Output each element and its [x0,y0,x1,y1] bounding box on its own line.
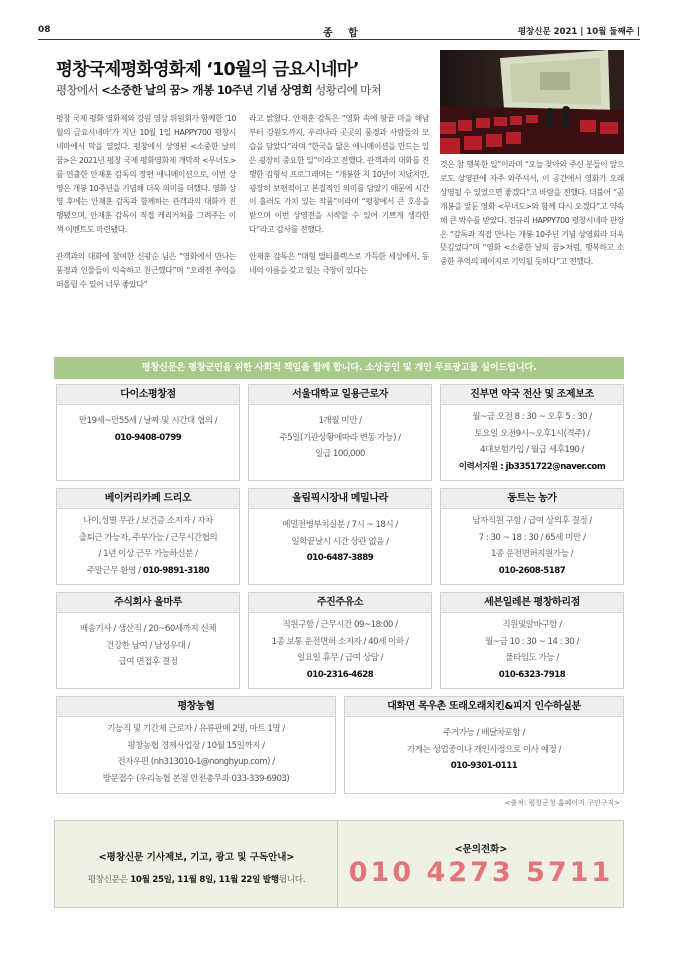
ad-title: 베이커리카페 드리오 [57,489,239,509]
ad-phone: 010-2608-5187 [498,565,566,576]
ad-title: 주진주유소 [249,593,431,613]
ad-card [344,696,624,794]
ad-phone: 010-6487-3889 [306,553,374,563]
subscription-title: <평창신문 기사제보, 기고, 광고 및 구독안내> [98,852,295,863]
ad-title: 대화면 목우촌 또래오래치킨&피지 인수하실분 [345,697,623,717]
ad-title: 진부면 약국 전산 및 조제보조 [441,385,623,405]
paragraph: 라고 밝혔다. 안재훈 감독은 “영화 속에 땅끝 마을 해남부터 강원도까지, 우리나라 곳곳의 풍경과 사람들의 모습을 담았다”라며 “한국을 닮은 애니메이션을 만드는 일은 굉장히 중요한 일”이라고 전했다. 관객과의 대화를 진행한 김형석 프로그래머는 “개봉한 지 10년이 지났지만, 굉장히 보편적이고 본질적인 의미를 담았기 때문에 시간이 흘러도 가치 있는 작품”이라며 “평창에서 큰 호응을 받으며 이번 상영전을 시작할 수 있어 기쁘게 생각한다”라고 감사를 전했다. [249,114,429,235]
ad-phone: 010-9891-3180 [142,565,210,576]
ad-phone: 010-9408-0799 [114,432,182,443]
section-title: 종 합 [323,28,364,39]
ad-body: 남자직원 구함 / 급여 상의후 결정 / 7 : 30 ~ 18 : 30 / 65세 미만 / 1종 운전면허지원가능 / 010-2608-5187 [441,509,623,579]
cinema-photo-icon [440,50,624,154]
ad-banner: 평창신문은 평창군민을 위한 사회적 책임을 함께 합니다. 소상공인 및 개인 무료광고를 실어드립니다. [54,357,624,379]
article-column-2 [249,112,429,291]
issue-label: 평창신문 2021 | 10월 둘째주 | [517,27,640,37]
cinema-photo [440,50,624,154]
ad-title: 평창농협 [57,697,335,717]
ad-card [248,592,432,689]
ad-body: 월~금 오전 8 : 30 ~ 오후 5 : 30 / 토요일 오전9시~오후1시(격주) / 4대보험가입 / 월급 세후190 / 이력서지원 : jb3351722@naver.com [441,405,623,475]
ad-body: 배송기사 / 생산직 / 20~60세까지 신체 건강한 남여 / 남성우대 / 급여 면접후 결정 [79,624,217,667]
subscription-info [55,821,338,907]
ad-card [56,384,240,481]
article-headline: 평창국제평화영화제 ‘10월의 금요시네마’ [56,60,359,80]
page-header [38,22,640,40]
paragraph: 관객과의 대화에 참여한 신광순 님은 “영화에서 만나는 풍경과 인물들이 익숙하고 친근했다”며 “오래전 추억을 떠올릴 수 있어 너무 좋았다” [56,252,236,289]
subscription-box [54,820,624,908]
ad-card [440,488,624,585]
contact-info [339,821,623,907]
ads-source-note: <출처: 평창군청 홈페이지 구인구직> [504,799,620,807]
ad-title: 동트는 농가 [441,489,623,509]
article-subhead: 평창에서 <소중한 날의 꿈> 개봉 10주년 기념 상영회 성황리에 마쳐 [56,83,382,97]
article-column-1 [56,112,236,305]
ad-body: 직원및알바구함 / 월~금 10 : 30 ~ 14 : 30 / 풀타임도 가능 / 010-6323-7918 [441,613,623,683]
ad-card [248,384,432,481]
ad-card [248,488,432,585]
article-column-3 [440,158,624,282]
ad-phone: 010-9301-0111 [450,761,518,771]
ad-card [56,488,240,585]
ad-contact: 이력서지원 : jb3351722@naver.com [458,461,606,472]
ad-title: 서울대학교 일용근로자 [249,385,431,405]
paragraph: 안재훈 감독은 “대형 멀티플렉스로 가득한 세상에서, 동네의 이름을 갖고 있는 극장이 있다는 [249,252,429,276]
ad-body: 만19세~만55세 / 날짜 및 시간대 협의 / 010-9408-0799 [57,405,239,446]
ad-body: 1개월 미만 / 주5일(기관상황에따라 변동 가능) / 일급 100,000 [279,416,401,459]
ad-card [56,592,240,689]
contact-title: <문의전화> [454,844,508,855]
ad-title: 주식회사 올마루 [57,593,239,613]
ad-body: 기능직 및 기간제 근로자 / 유류판매 2명, 마트 1명 / 평창농협 경제사업장 / 10월 15일까지 / 전자우편 (nh313010-1@nonghyup.com) / 방문접수 (우리농협 본점 안전총무과 033-339-6903) [102,724,290,784]
ad-card [440,592,624,689]
ad-body: 메밀전병부치실분 / 7시 ~ 18시 / 일학끝날시 시간 상관 없음 / 010-6487-3889 [249,509,431,567]
paragraph: 평창 국제 평화 영화제와 강원 영상 위원회가 함께한 ‘10월의 금요시네마’가 지난 10월 1일 HAPPY700 평창시네마에서 막을 열었다. 평창에서 상영된 <소중한 날의 꿈>은 2021년 평창 국제 평화영화제 개막작 <무녀도>를 연출한 안재훈 감독의 장편 애니메이션으로, 이번 상영은 개봉 10주년을 기념해 더욱 의미를 더했다. 영화 상영 후에는 안재훈 감독과 함께하는 관객과의 대화가 진행됐으며, 안재훈 감독이 직접 캐리커쳐를 그려주는 이색 이벤트도 마련됐다. [56,114,236,235]
ad-body: 주거가능 / 배달차포함 / 가게는 성업중이나 개인사정으로 이사 예정 / 010-9301-0111 [345,717,623,775]
ad-card [440,384,624,481]
ad-card [56,696,336,794]
contact-phone[interactable]: 010 4273 5711 [348,857,614,888]
ad-title: 다이소평창점 [57,385,239,405]
ad-body: 직원구함 / 근무시간 09~18:00 / 1종 보통 운전면허 소지자 / 40세 이하 / 일요일 휴무 / 급여 상담 / 010-2316-4628 [249,613,431,683]
ad-title: 세븐일레븐 평창하리점 [441,593,623,613]
paragraph: 것은 참 행복한 일”이라며 “오늘 찾아와 주신 분들이 앞으로도 상영관에 자주 와주셔서, 이 공간에서 영화가 오래 상영될 수 있었으면 좋겠다”고 바람을 전했다. 더불어 “곧 개봉을 앞둔 영화 <무녀도>와 함께 다시 오겠다”고 약속해 큰 박수를 받았다. 전규리 HAPPY700 평창시네마 관장은 “감독과 직접 만나는 개봉 10주년 기념 상영회라 더욱 뜻깊었다”며 “영화 <소중한 날의 꿈>처럼, 행복하고 소중한 추억의 페이지로 기억될 듯하다”고 전했다. [440,160,624,267]
page-number: 08 [38,25,51,35]
ad-title: 올림픽시장내 메밀나라 [249,489,431,509]
publication-dates: 평창신문은 10월 25일, 11월 8일, 11월 22일 발행됩니다. [87,875,306,885]
ad-body: 나이,성별 무관 / 보건증 소지자 / 자차 출퇴근 가능자, 주부가능 / 근무시간협의 / 1년 이상 근무 가능하신분 / 주말근무 환영 / 010-9891-3180 [78,516,218,576]
ad-phone: 010-6323-7918 [498,669,566,680]
ad-phone: 010-2316-4628 [306,669,374,680]
